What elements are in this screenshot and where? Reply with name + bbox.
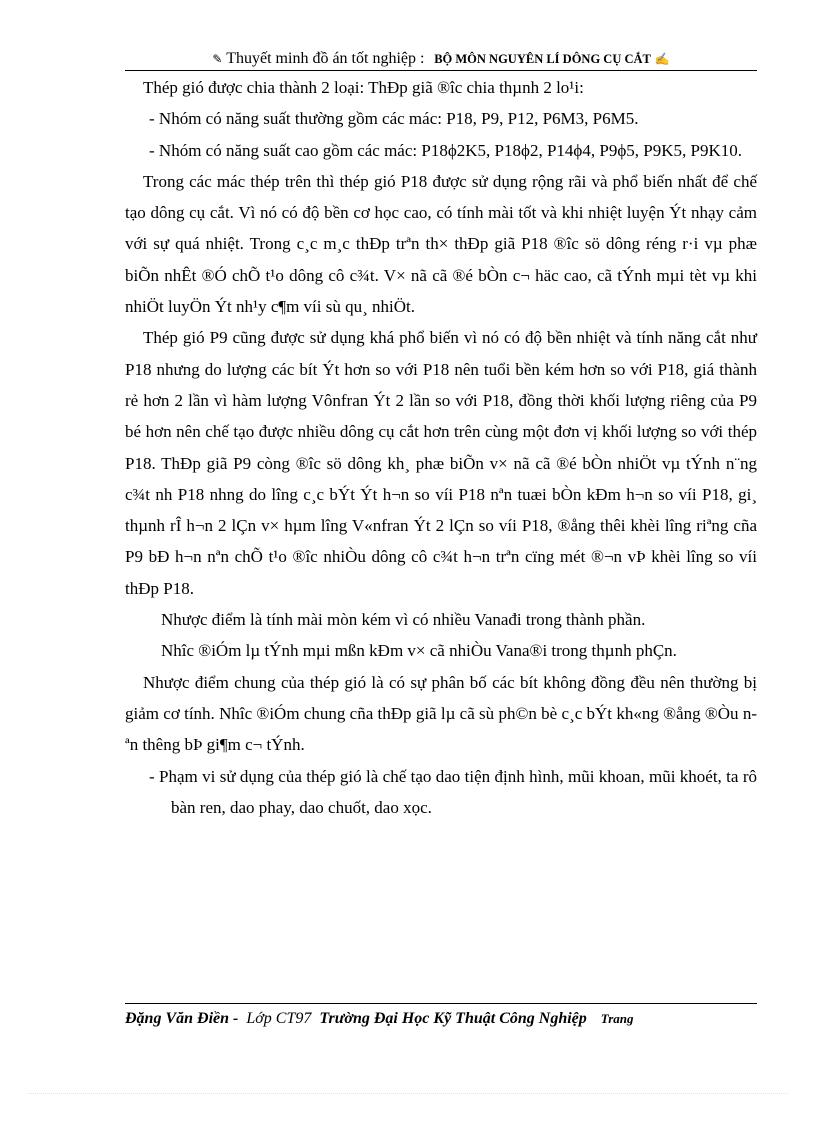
paragraph-disadvantage: Nhược điểm là tính mài mòn kém vì có nhiều Vanađi trong thành phần.	[161, 610, 646, 630]
bullet-usage-scope: - Phạm vi sử dụng của thép gió là chế tạo dao tiện định hình, mũi khoan, mũi khoét, ta rô bàn ren, dao phay, dao chuốt, dao xọc.	[149, 766, 757, 817]
pen-ornament-left-icon: ✎	[212, 52, 223, 66]
pen-ornament-right-icon: ✍	[654, 52, 670, 66]
page-footer	[125, 1003, 757, 1030]
bullet-high-productivity: - Nhóm có năng suất cao gồm các mác: P18ϕ2K5, P18ϕ2, P14ϕ4, P9ϕ5, P9K5, P9K10.	[149, 140, 742, 160]
footer-class: Lớp CT97	[246, 1010, 312, 1027]
paragraph-p18: Trong các mác thép trên thì thép gió P18 được sử dụng rộng rãi và phổ biến nhất để chế tạo dông cụ cắt. Vì nó có độ bền cơ học cao, có tính mài tốt và khi nhiệt luyện Ýt nhạy cảm với sự quá nhiệt. Trong c¸c m¸c thÐp trªn th× thÐp giã P18 ®îc sö dông réng r·i vµ phæ biÕn nhÊt ®Ó chÕ t¹o dông cô c¾t. V× nã cã ®é bÒn c¬ häc cao, cã tÝnh mµi tèt vµ khi nhiÖt luyÖn Ýt nh¹y c¶m víi sù qu¸ nhiÖt.	[125, 171, 757, 317]
footer-school: Trường Đại Học Kỹ Thuật Công Nghiệp	[319, 1010, 587, 1027]
header-department: BỘ MÔN NGUYÊN LÍ DÔNG CỤ CẮT	[434, 52, 651, 66]
paragraph-general-disadvantage: Nhược điểm chung của thép gió là có sự phân bố các bít không đồng đều nên thường bị giảm cơ tính. Nhîc ®iÓm chung cña thÐp giã lµ cã sù ph©n bè c¸c bÝt kh«ng ®ång ®Òu nªn thêng bÞ gi¶m c¬ tÝnh.	[125, 672, 757, 755]
paragraph-steel-types: Thép gió được chia thành 2 loại: ThÐp giã ®îc chia thµnh 2 lo¹i:	[143, 78, 584, 97]
document-body	[125, 72, 757, 823]
page-bottom-divider	[28, 1093, 788, 1094]
footer-author: Đặng Văn Điền -	[125, 1010, 239, 1027]
page-header	[125, 46, 757, 71]
footer-page-label: Trang	[600, 1011, 634, 1026]
header-document-title: Thuyết minh đồ án tốt nghiệp :	[226, 50, 425, 67]
bullet-normal-productivity: - Nhóm có năng suất thường gồm các mác: P18, P9, P12, P6M3, P6M5.	[149, 109, 639, 129]
paragraph-p9: Thép gió P9 cũng được sử dụng khá phổ biến vì nó có độ bền nhiệt và tính năng cắt như P18 nhưng do lượng các bít Ýt hơn so với P18 nên tuổi bền kém hơn so với P18, giá thành rẻ hơn 2 lần vì hàm lượng Vônfran Ýt 2 lần so với P18, đồng thời khối lượng riêng của P9 bé hơn nên chế tạo được nhiều dông cụ cắt hơn trên cùng một đơn vị khối lượng so với thép P18. ThÐp giã P9 còng ®îc sö dông kh¸ phæ biÕn v× nã cã ®é bÒn nhiÖt vµ tÝnh n¨ng c¾t nh P18 nhng do lîng c¸c bÝt Ýt h¬n so víi P18 nªn tuæi bÒn kÐm h¬n so víi P18, gi¸ thµnh rÎ h¬n 2 lÇn v× hµm lîng V«nfran Ýt 2 lÇn so víi P18, ®ång thêi khèi lîng riªng cña P9 bÐ h¬n nªn chÕ t¹o ®îc nhiÒu dông cô c¾t h¬n trªn cïng mét ®¬n vÞ khèi lîng so víi thÐp P18.	[125, 328, 757, 598]
paragraph-disadvantage-legacy: Nhîc ®iÓm lµ tÝnh mµi mßn kÐm v× cã nhiÒu Vana®i trong thµnh phÇn.	[161, 641, 677, 661]
